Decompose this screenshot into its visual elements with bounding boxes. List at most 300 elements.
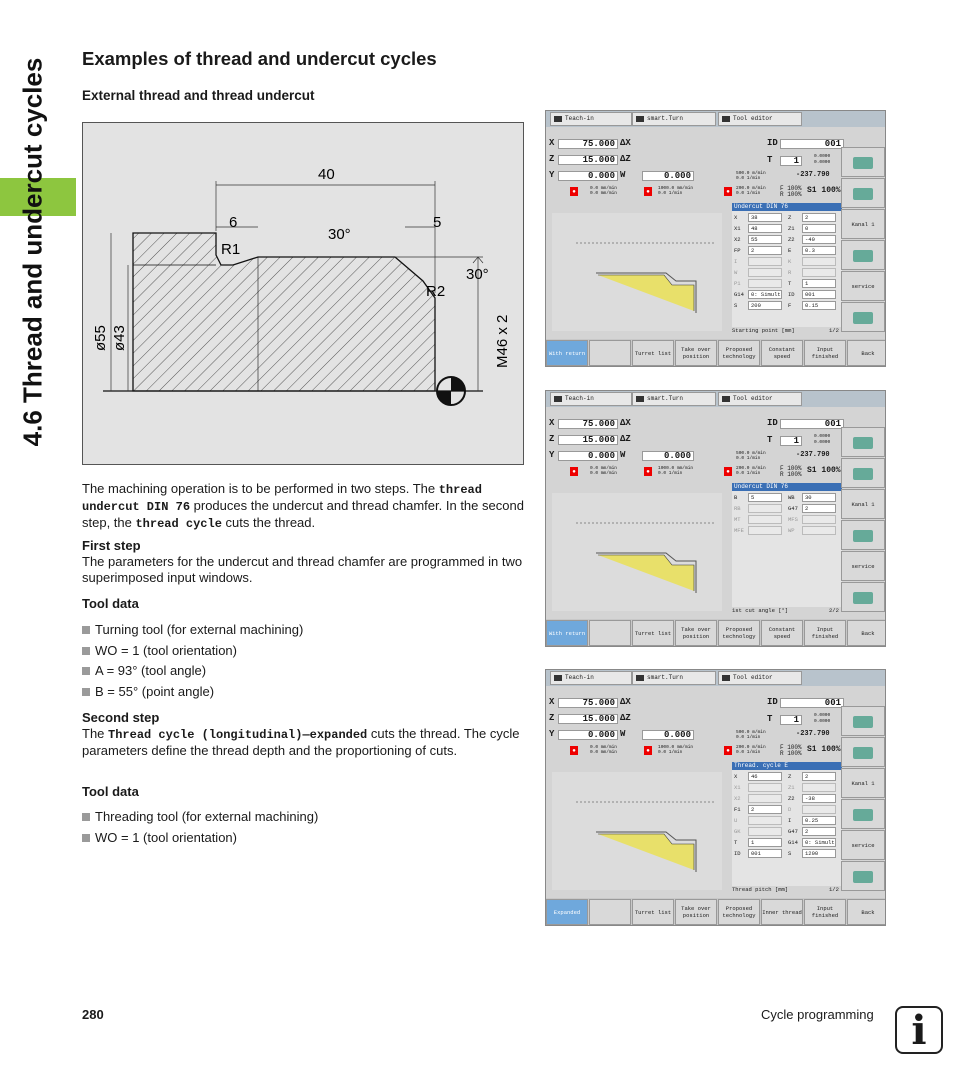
axis-label-x: X [549,138,555,148]
field-label-i: I [788,817,792,824]
axis-delta-y: W [620,450,626,460]
axis-delta-z: ΔZ [620,434,631,444]
t-value: 1 [780,156,802,166]
field-label-id: ID [788,291,795,298]
softkey-tool-icon [853,871,873,883]
field-t[interactable]: 1 [802,279,836,288]
softkey-kanal-1[interactable]: Kanal 1 [841,768,885,798]
form-page-indicator: 1/2 [829,886,839,893]
axis-value-x: 75.000 [558,419,618,429]
field-z[interactable]: 2 [802,772,836,781]
field-label-z2: Z2 [788,795,795,802]
rapid-override: R 100% [780,750,802,757]
softkey-icon-2[interactable] [841,737,885,767]
tab-teach-in[interactable] [550,671,632,685]
field-label-x: X [734,214,738,221]
axis-label-z: Z [549,154,555,164]
horizontal-softkeys [546,898,886,926]
field-f1[interactable]: 2 [748,805,782,814]
field-r[interactable] [802,268,836,277]
control-screen-1 [545,110,886,367]
tab-label: Teach-in [565,674,594,681]
softkey-icon-1[interactable] [841,427,885,457]
id-value: 001 [780,698,844,708]
control-screen-2 [545,390,886,647]
field-label-p1: P1 [734,280,741,287]
form-title: Thread. cycle E [732,762,842,770]
page-number: 280 [82,1007,104,1022]
rapid-override: R 100% [780,191,802,198]
softkey-icon-2[interactable] [841,178,885,208]
rapid-override: R 100% [780,471,802,478]
feed-readout-4: 500.0 m/min 0.0 1/min [736,171,766,181]
field-id[interactable]: 001 [802,290,836,299]
axis-value-z: 15.000 [558,714,618,724]
softkey-tool-icon [853,437,873,449]
field-x2[interactable]: 55 [748,235,782,244]
feed-readout-2: 1000.0 mm/min 0.0 1/min [658,466,694,476]
info-icon: i [895,1006,943,1054]
field-t[interactable]: 1 [748,838,782,847]
feed-readout-1: 0.0 mm/min 0.0 mm/min [590,466,618,476]
softkey-proposed-technology[interactable]: Proposed technology [718,620,760,646]
axis-value-x: 75.000 [558,698,618,708]
field-label-x: X [734,773,738,780]
axis-value-z: 15.000 [558,155,618,165]
field-gk[interactable] [748,827,782,836]
bullet-item: Turning tool (for external machining) [82,622,303,637]
field-w[interactable] [748,268,782,277]
feed-override: F 100% [780,744,802,751]
softkey-expanded[interactable]: Expanded [546,899,588,925]
softkey-icon-6[interactable] [841,582,885,612]
axis-value-y: 0.000 [558,730,618,740]
control-screen-3 [545,669,886,926]
softkey-icon-4[interactable] [841,240,885,270]
feed-readout-3: 200.0 m/min 0.0 1/min [736,745,766,755]
alarm-icon: ● [724,187,732,196]
tab-smart-turn[interactable] [632,671,716,685]
field-label-wp: WP [788,527,795,534]
tab-tool-editor[interactable] [718,112,802,126]
axis-label-y: Y [549,170,555,180]
chapter-side-title: 4.6 Thread and undercut cycles [17,57,48,447]
field-fp[interactable]: 2 [748,246,782,255]
spindle-override: S1 100% [807,466,841,475]
field-u[interactable] [748,816,782,825]
vertical-softkeys [841,706,885,896]
field-wb[interactable]: 30 [802,493,836,502]
axis-label-z: Z [549,713,555,723]
softkey-icon-6[interactable] [841,302,885,332]
softkey-tool-icon [853,530,873,542]
tab-label: smart.Turn [647,395,684,402]
softkey-turret-list[interactable]: Turret list [632,620,674,646]
softkey-take-over-position[interactable]: Take over position [675,620,717,646]
contour-graphic-pane [546,483,732,617]
contour-graphic-pane [546,203,732,337]
id-label: ID [767,138,778,148]
field-label-z1: Z1 [788,225,795,232]
tool-data-title-1: Tool data [82,596,139,611]
field-label-id: ID [734,850,741,857]
w-value: 0.000 [642,171,694,181]
tab-teach-in[interactable] [550,112,632,126]
softkey-tool-icon [853,747,873,759]
field-g14[interactable]: 0: Simult [748,290,782,299]
axis-label-x: X [549,418,555,428]
dim-d55: ø55 [92,325,109,351]
field-z1[interactable]: 0 [802,224,836,233]
field-x1[interactable] [748,783,782,792]
status-prompt: 1st cut angle [°] [732,607,789,614]
softkey-take-over-position[interactable]: Take over position [675,899,717,925]
field-z1[interactable] [802,783,836,792]
field-label-z1: Z1 [788,784,795,791]
softkey-icon-4[interactable] [841,520,885,550]
bullet-item: B = 55° (point angle) [82,684,214,699]
tab-icon [554,116,562,122]
dim-40: 40 [318,166,335,183]
tool-data-title-2: Tool data [82,784,139,799]
field-g47[interactable]: 2 [802,827,836,836]
tab-tool-editor[interactable] [718,671,802,685]
field-s[interactable]: 1200 [802,849,836,858]
bullet-item: Threading tool (for external machining) [82,809,318,824]
field-label-z: Z [788,214,792,221]
intro-text-2: produces the undercut and thread chamfer. In the second step, the [82,498,524,530]
spindle-override: S1 100% [807,745,841,754]
spindle-angle: -237.790 [796,171,830,179]
softkey-icon-1[interactable] [841,706,885,736]
offset-z: 0.0000 [814,440,831,445]
vertical-softkeys [841,147,885,337]
softkey-input-finished[interactable]: Input finished [804,620,846,646]
alarm-icon: ● [644,467,652,476]
tab-icon [554,675,562,681]
axis-label-y: Y [549,729,555,739]
field-x[interactable]: 38 [748,213,782,222]
softkey-tool-icon [853,188,873,200]
section-subheading: External thread and thread undercut [82,88,315,103]
softkey-input-finished[interactable]: Input finished [804,899,846,925]
axis-label-y: Y [549,450,555,460]
field-id[interactable]: 001 [748,849,782,858]
field-label-x2: X2 [734,236,741,243]
field-g14[interactable]: 0: Simult [802,838,836,847]
spindle-angle: -237.790 [796,730,830,738]
field-label-s: S [734,302,738,309]
page-heading: Examples of thread and undercut cycles [82,48,437,69]
field-mt[interactable] [748,515,782,524]
tab-smart-turn[interactable] [632,112,716,126]
part-drawing [82,122,524,465]
field-mfs[interactable] [802,515,836,524]
tab-icon [636,396,644,402]
field-label-mfs: MFS [788,516,798,523]
alarm-icon: ● [644,746,652,755]
first-step-title: First step [82,538,141,553]
id-label: ID [767,697,778,707]
mode-tab-bar [546,391,886,407]
field-label-mt: MT [734,516,741,523]
field-label-f1: F1 [734,806,741,813]
tab-smart-turn[interactable] [632,392,716,406]
field-label-t: T [734,839,738,846]
feed-readout-1: 0.0 mm/min 0.0 mm/min [590,186,618,196]
t-label: T [767,435,773,445]
tab-icon [554,396,562,402]
form-title: Undercut DIN 76 [732,203,842,211]
field-x2[interactable] [748,794,782,803]
field-label-w: W [734,269,738,276]
axis-label-z: Z [549,434,555,444]
softkey-icon-2[interactable] [841,458,885,488]
tab-icon [636,116,644,122]
tab-icon [722,116,730,122]
field-i[interactable] [748,257,782,266]
field-label-wb: WB [788,494,795,501]
field-mfe[interactable] [748,526,782,535]
axis-delta-z: ΔZ [620,154,631,164]
spindle-override: S1 100% [807,186,841,195]
intro-text-1: The machining operation is to be performed in two steps. The [82,481,439,496]
t-value: 1 [780,715,802,725]
field-label-s: S [788,850,792,857]
offset-z: 0.0000 [814,719,831,724]
alarm-icon: ● [724,746,732,755]
id-value: 001 [780,419,844,429]
field-label-r: R [788,269,792,276]
softkey-service[interactable]: service [841,271,885,301]
softkey-tool-icon [853,592,873,604]
axis-label-x: X [549,697,555,707]
intro-code-1: thread undercut DIN 76 [82,483,482,514]
axis-delta-y: W [620,170,626,180]
softkey-inner-thread[interactable]: Inner thread [761,899,803,925]
feed-readout-2: 1000.0 mm/min 0.0 1/min [658,186,694,196]
softkey-service[interactable]: service [841,551,885,581]
tab-label: Teach-in [565,115,594,122]
field-label-rb: RB [734,505,741,512]
status-prompt: Starting point [mm] [732,327,795,334]
spindle-angle: -237.790 [796,451,830,459]
softkey-with-return[interactable]: With return [546,620,588,646]
field-label-b: B [734,494,738,501]
softkey-back[interactable]: Back [847,899,886,925]
feed-readout-1: 0.0 mm/min 0.0 mm/min [590,745,618,755]
softkey-turret-list[interactable]: Turret list [632,899,674,925]
feed-override: F 100% [780,185,802,192]
dim-m46: M46 x 2 [494,314,511,368]
axis-delta-y: W [620,729,626,739]
field-label-g47: G47 [788,505,798,512]
form-page-indicator: 2/2 [829,607,839,614]
axis-value-y: 0.000 [558,451,618,461]
field-label-t: T [788,280,792,287]
alarm-icon: ● [570,467,578,476]
softkey-constant-speed[interactable]: Constant speed [761,620,803,646]
softkey-service[interactable]: service [841,830,885,860]
alarm-icon: ● [644,187,652,196]
intro-text-3: cuts the thread. [221,515,316,530]
intro-code-2: thread cycle [135,517,222,531]
field-label-g47: G47 [788,828,798,835]
field-z[interactable]: 2 [802,213,836,222]
field-i[interactable]: 0.25 [802,816,836,825]
softkey-tool-icon [853,716,873,728]
softkey-input-finished[interactable]: Input finished [804,340,846,366]
first-step-text: The parameters for the undercut and thread chamfer are programmed in two superimposed input windows. [82,554,523,585]
angle-30-undercut: 30° [328,226,351,243]
field-e[interactable]: 0.3 [802,246,836,255]
tab-label: Tool editor [733,674,773,681]
softkey-constant-speed[interactable]: Constant speed [761,340,803,366]
field-s[interactable]: 200 [748,301,782,310]
softkey-with-return[interactable]: With return [546,340,588,366]
softkey-proposed-technology[interactable]: Proposed technology [718,340,760,366]
axis-delta-x: ΔX [620,418,631,428]
field-label-x2: X2 [734,795,741,802]
bullet-item: A = 93° (tool angle) [82,663,206,678]
angle-30-chamfer: 30° [466,266,489,283]
alarm-icon: ● [570,746,578,755]
form-title: Undercut DIN 76 [732,483,842,491]
feed-readout-2: 1000.0 mm/min 0.0 1/min [658,745,694,755]
softkey-take-over-position[interactable]: Take over position [675,340,717,366]
softkey-tool-icon [853,312,873,324]
softkey-tool-icon [853,809,873,821]
offset-z: 0.0000 [814,160,831,165]
field-z2[interactable]: -40 [802,235,836,244]
contour-graphic-pane [546,762,732,896]
field-label-gk: GK [734,828,741,835]
softkey-kanal-1[interactable]: Kanal 1 [841,209,885,239]
footer-section: Cycle programming [761,1007,874,1022]
field-label-i: I [734,258,738,265]
feed-readout-4: 500.0 m/min 0.0 1/min [736,730,766,740]
second-step-text: The Thread cycle (longitudinal)—expanded cuts the thread. The cycle parameters define the thread depth and the proportioning of cuts. [82,726,520,758]
field-d[interactable] [802,805,836,814]
tab-label: smart.Turn [647,115,684,122]
field-b[interactable]: 5 [748,493,782,502]
axis-delta-x: ΔX [620,138,631,148]
softkey-icon-6[interactable] [841,861,885,891]
intro-paragraph [82,481,532,532]
softkey-back[interactable]: Back [847,340,886,366]
softkey-empty[interactable] [589,620,631,646]
axis-delta-x: ΔX [620,697,631,707]
tab-tool-editor[interactable] [718,392,802,406]
id-value: 001 [780,139,844,149]
horizontal-softkeys [546,619,886,647]
field-p1[interactable] [748,279,782,288]
softkey-tool-icon [853,468,873,480]
cycle-input-form [732,203,842,327]
softkey-turret-list[interactable]: Turret list [632,340,674,366]
offset-x: 0.0000 [814,434,831,439]
bullet-item: WO = 1 (tool orientation) [82,830,237,845]
cycle-input-form [732,483,842,607]
field-label-x1: X1 [734,225,741,232]
feed-readout-3: 200.0 m/min 0.0 1/min [736,186,766,196]
field-label-g14: G14 [788,839,798,846]
status-prompt: Thread pitch [mm] [732,886,789,893]
field-g47[interactable]: 2 [802,504,836,513]
vertical-softkeys [841,427,885,617]
field-x[interactable]: 46 [748,772,782,781]
t-label: T [767,155,773,165]
field-label-u: U [734,817,738,824]
offset-x: 0.0000 [814,154,831,159]
softkey-tool-icon [853,250,873,262]
w-value: 0.000 [642,451,694,461]
w-value: 0.000 [642,730,694,740]
alarm-icon: ● [570,187,578,196]
form-page-indicator: 1/2 [829,327,839,334]
tab-icon [722,675,730,681]
second-step-title: Second step [82,710,160,725]
field-x1[interactable]: 48 [748,224,782,233]
field-label-mfe: MFE [734,527,744,534]
tab-teach-in[interactable] [550,392,632,406]
tab-label: smart.Turn [647,674,684,681]
softkey-empty[interactable] [589,899,631,925]
second-step-code: Thread cycle (longitudinal)—expanded [108,728,368,742]
tab-icon [636,675,644,681]
softkey-back[interactable]: Back [847,620,886,646]
softkey-icon-4[interactable] [841,799,885,829]
field-label-f: F [788,302,792,309]
horizontal-softkeys [546,339,886,367]
feed-readout-3: 200.0 m/min 0.0 1/min [736,466,766,476]
dim-5: 5 [433,214,442,231]
axis-delta-z: ΔZ [620,713,631,723]
id-label: ID [767,418,778,428]
feed-readout-4: 500.0 m/min 0.0 1/min [736,451,766,461]
alarm-icon: ● [724,467,732,476]
field-label-z2: Z2 [788,236,795,243]
softkey-proposed-technology[interactable]: Proposed technology [718,899,760,925]
field-k[interactable] [802,257,836,266]
feed-override: F 100% [780,465,802,472]
softkey-kanal-1[interactable]: Kanal 1 [841,489,885,519]
tab-label: Tool editor [733,395,773,402]
tab-label: Teach-in [565,395,594,402]
mode-tab-bar [546,111,886,127]
dim-6: 6 [229,214,238,231]
tab-label: Tool editor [733,115,773,122]
field-f[interactable]: 0.15 [802,301,836,310]
mode-tab-bar [546,670,886,686]
axis-value-z: 15.000 [558,435,618,445]
field-label-g14: G14 [734,291,744,298]
field-label-fp: FP [734,247,741,254]
softkey-icon-1[interactable] [841,147,885,177]
field-label-z: Z [788,773,792,780]
field-label-e: E [788,247,792,254]
tab-icon [722,396,730,402]
softkey-empty[interactable] [589,340,631,366]
field-label-x1: X1 [734,784,741,791]
softkey-tool-icon [853,157,873,169]
axis-value-y: 0.000 [558,171,618,181]
field-label-d: D [788,806,792,813]
field-z2[interactable]: -38 [802,794,836,803]
field-rb[interactable] [748,504,782,513]
field-wp[interactable] [802,526,836,535]
t-label: T [767,714,773,724]
